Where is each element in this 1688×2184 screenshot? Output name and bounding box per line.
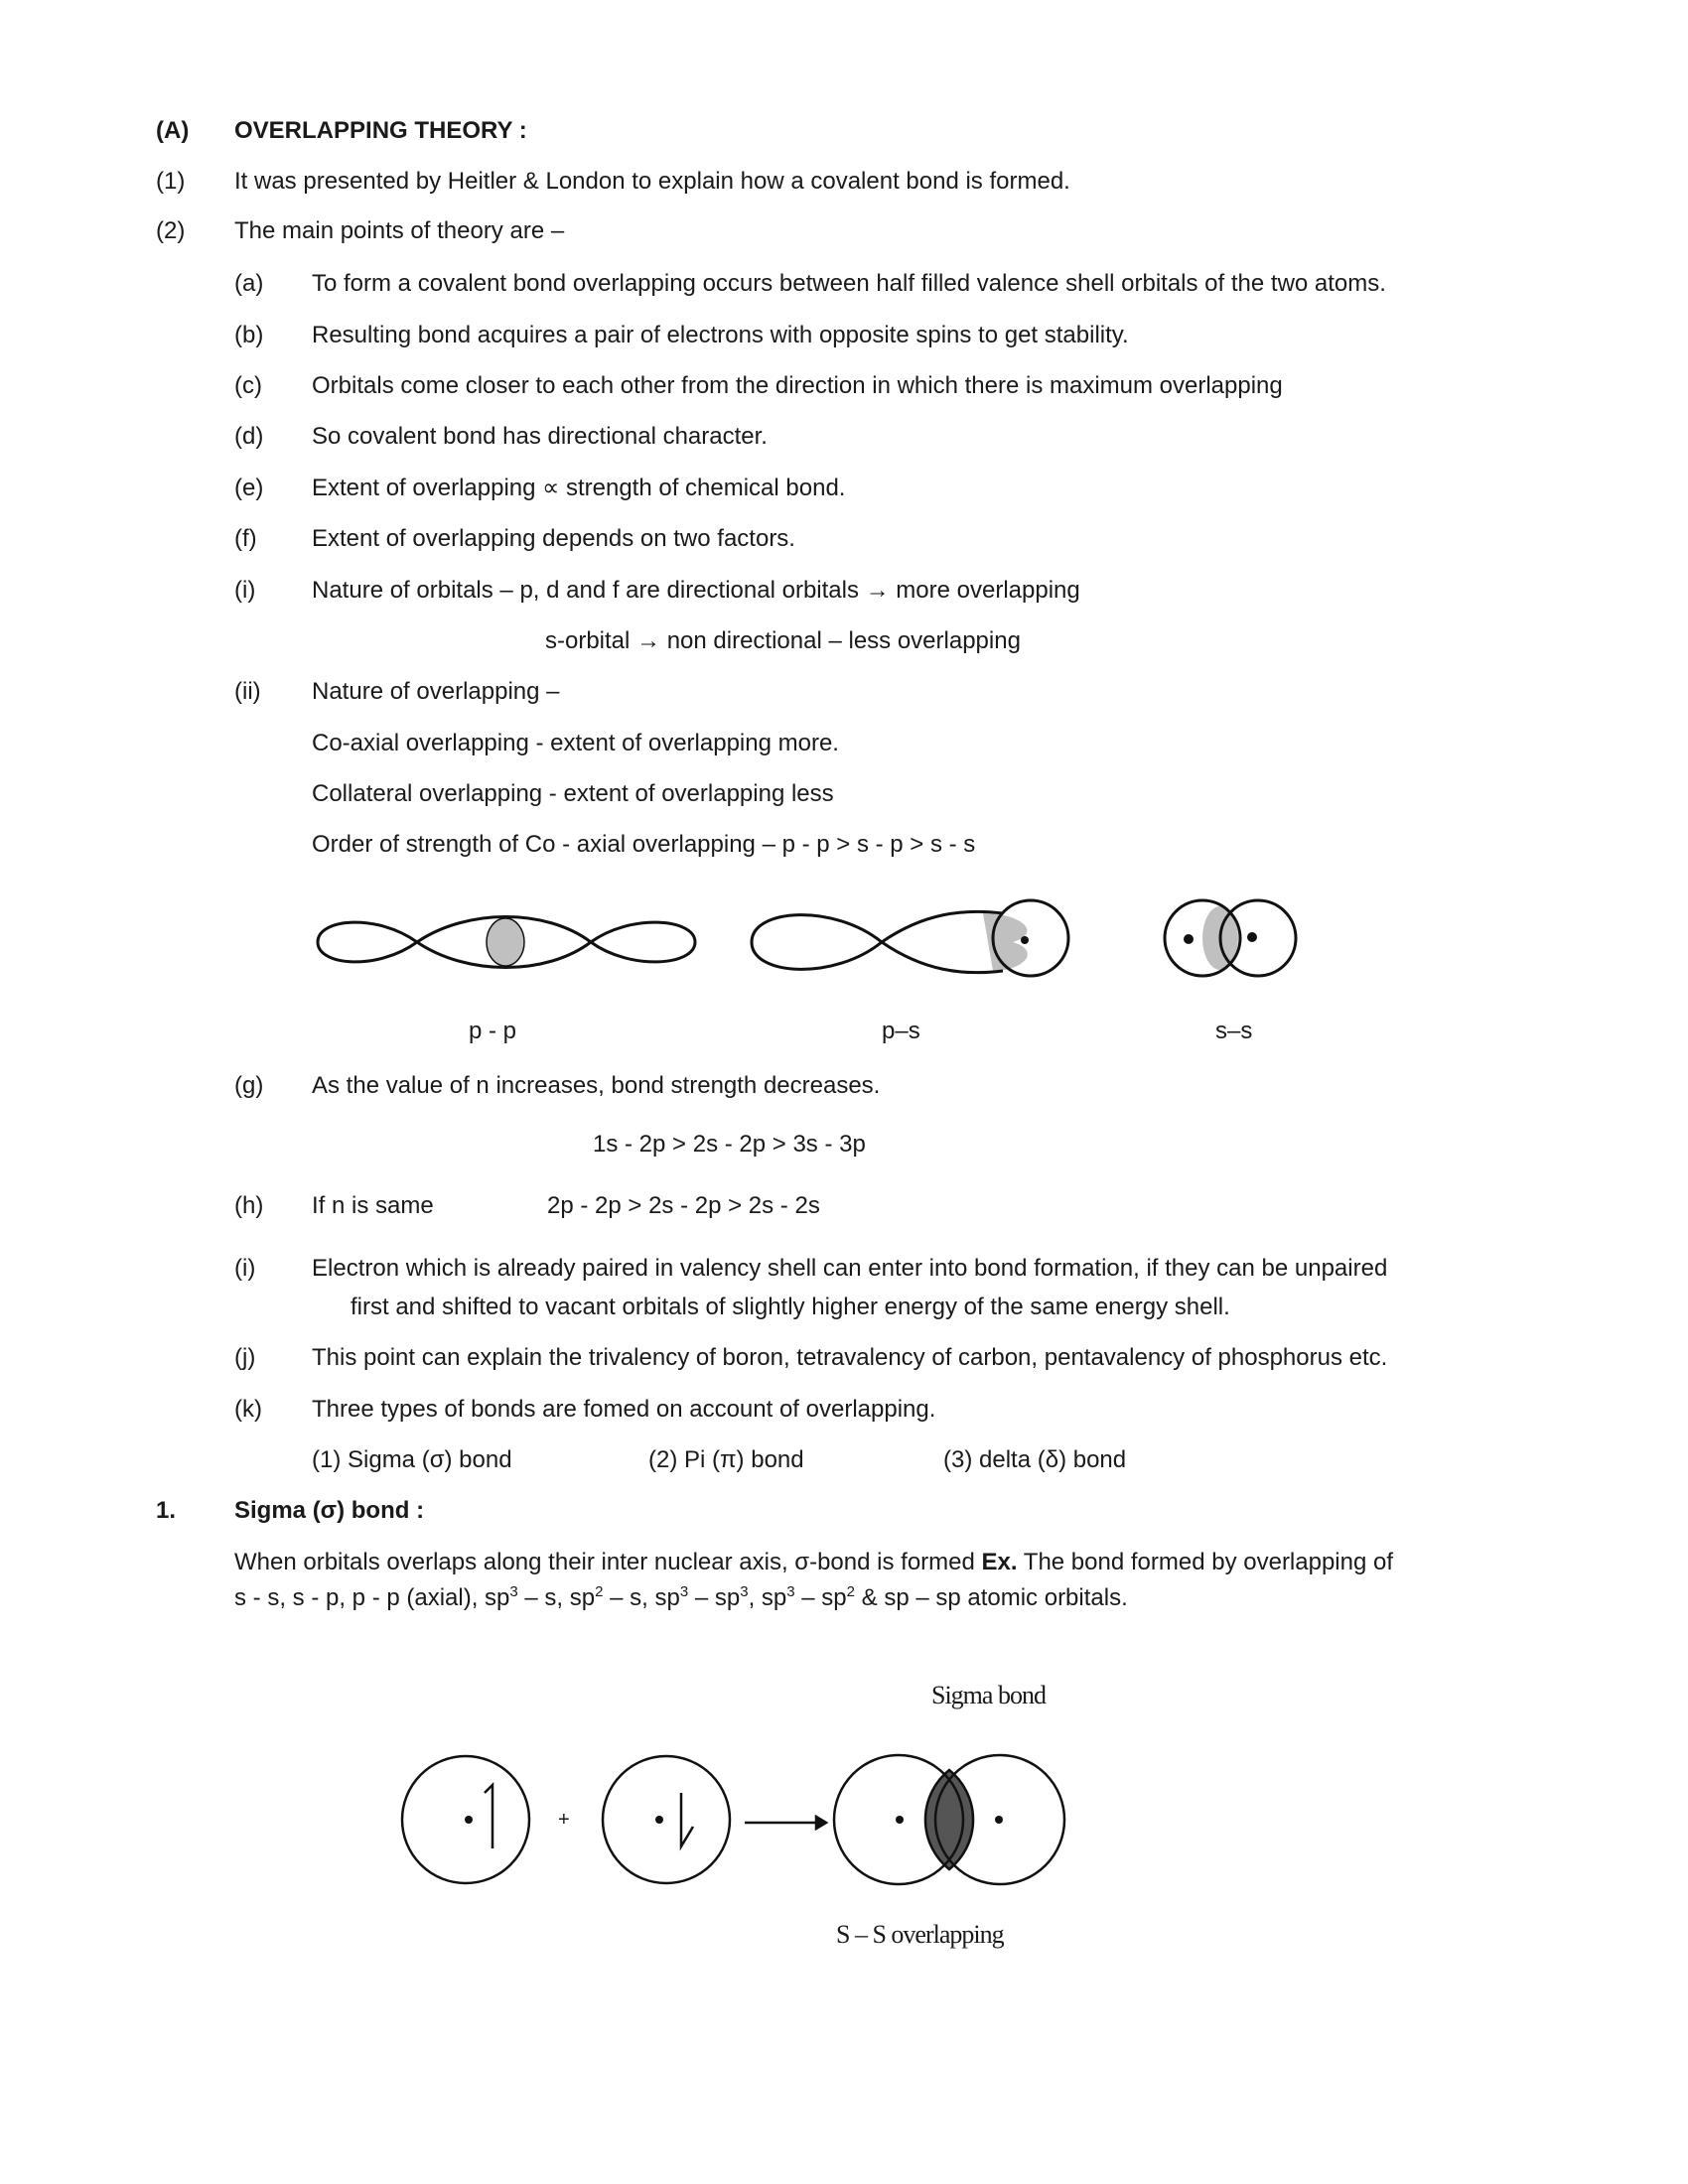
para-text: – sp (794, 1584, 847, 1611)
para-text: s - s, s - p, p - p (axial), sp (234, 1584, 510, 1611)
section-title: Sigma (σ) bond : (234, 1497, 425, 1524)
subpoint-text: If n is same (312, 1192, 434, 1219)
subpoint-label: (ii) (234, 678, 261, 705)
superscript: 3 (740, 1583, 749, 1600)
subpoint-text: As the value of n increases, bond strength decreases. (312, 1072, 881, 1099)
diagram-label-s-s: s–s (1215, 1018, 1253, 1044)
sigma-bond-title: Sigma bond (931, 1681, 1046, 1709)
superscript: 3 (509, 1583, 518, 1600)
subpoint-label: (a) (234, 270, 264, 297)
formula: 2p - 2p > 2s - 2p > 2s - 2s (547, 1192, 820, 1219)
point-text: It was presented by Heitler & London to explain how a covalent bond is formed. (234, 168, 1070, 195)
section-label: 1. (156, 1497, 177, 1524)
subpoint-text: Resulting bond acquires a pair of electrons with opposite spins to get stability. (312, 322, 1129, 348)
subpoint-text: Three types of bonds are fomed on account of overlapping. (312, 1396, 936, 1423)
bond-type: (2) Pi (π) bond (648, 1446, 804, 1473)
subpoint-label: (i) (234, 577, 256, 604)
diagram-label-p-s: p–s (882, 1018, 920, 1044)
subpoint-text: Orbitals come closer to each other from the direction in which there is maximum overlapping (312, 372, 1283, 399)
section-paragraph-line2 (234, 1583, 1128, 1613)
spin-up-icon (485, 1785, 492, 1848)
p-p-overlap-diagram (318, 917, 695, 968)
subpoint-label: (j) (234, 1344, 256, 1371)
para-text: The bond formed by overlapping of (1017, 1549, 1394, 1575)
heading-title: OVERLAPPING THEORY : (234, 117, 527, 144)
order-line: Order of strength of Co - axial overlapping – p - p > s - p > s - s (312, 831, 976, 858)
arrow-icon (816, 1817, 826, 1829)
point-text: The main points of theory are – (234, 217, 565, 244)
point-label: (1) (156, 168, 186, 195)
point-label: (2) (156, 217, 186, 244)
subpoint-label: (g) (234, 1072, 264, 1099)
diagram-label-p-p: p - p (469, 1018, 517, 1044)
subpoint-text: This point can explain the trivalency of boron, tetravalency of carbon, pentavalency of phosphorus etc. (312, 1344, 1388, 1371)
superscript: 2 (846, 1583, 855, 1600)
para-text: & sp – sp atomic orbitals. (854, 1584, 1128, 1611)
para-text: – s, sp (603, 1584, 680, 1611)
s-s-overlap-diagram (1165, 900, 1296, 976)
plus-sign: + (558, 1809, 570, 1831)
superscript: 3 (786, 1583, 795, 1600)
subpoint-label: (k) (234, 1396, 262, 1423)
spin-down-icon (681, 1793, 693, 1846)
subpoint-text: So covalent bond has directional character. (312, 423, 768, 450)
subpoint-text-continued: s-orbital → non directional – less overlapping (545, 627, 1021, 654)
s-s-overlapping-caption: S – S overlapping (836, 1920, 1004, 1949)
subpoint-label: (c) (234, 372, 262, 399)
subpoint-label: (i) (234, 1255, 256, 1282)
subpoint-label: (f) (234, 525, 257, 552)
subpoint-text: To form a covalent bond overlapping occurs between half filled valence shell orbitals of the two atoms. (312, 270, 1386, 297)
para-text: – s, sp (517, 1584, 596, 1611)
bond-type: (3) delta (δ) bond (943, 1446, 1127, 1473)
sigma-bond-diagram (402, 1755, 1064, 1884)
para-text: When orbitals overlaps along their inter nuclear axis, σ-bond is formed (234, 1549, 982, 1575)
subpoint-text: Electron which is already paired in valency shell can enter into bond formation, if they can be unpaired (312, 1255, 1388, 1282)
collateral-line: Collateral overlapping - extent of overlapping less (312, 780, 834, 807)
heading-label: (A) (156, 117, 190, 144)
subpoint-text: Extent of overlapping ∝ strength of chemical bond. (312, 475, 846, 501)
subpoint-text: Extent of overlapping depends on two factors. (312, 525, 795, 552)
section-paragraph (234, 1548, 1393, 1577)
subpoint-text: Nature of orbitals – p, d and f are directional orbitals → more overlapping (312, 577, 1080, 604)
para-text: – sp (688, 1584, 741, 1611)
subpoint-label: (d) (234, 423, 264, 450)
superscript: 2 (595, 1583, 604, 1600)
subpoint-label: (h) (234, 1192, 264, 1219)
subpoint-label: (e) (234, 475, 264, 501)
overlap-region (925, 1770, 973, 1869)
bond-type: (1) Sigma (σ) bond (312, 1446, 512, 1473)
subpoint-text: Nature of overlapping – (312, 678, 560, 705)
formula: 1s - 2p > 2s - 2p > 3s - 3p (593, 1131, 866, 1158)
para-ex: Ex. (981, 1549, 1018, 1575)
coaxial-line: Co-axial overlapping - extent of overlapping more. (312, 730, 839, 756)
subpoint-label: (b) (234, 322, 264, 348)
para-text: , sp (748, 1584, 787, 1611)
superscript: 3 (679, 1583, 689, 1600)
subpoint-text-continued: first and shifted to vacant orbitals of slightly higher energy of the same energy shell. (351, 1294, 1230, 1320)
p-s-overlap-diagram (752, 900, 1068, 976)
overlap-region (487, 918, 524, 966)
